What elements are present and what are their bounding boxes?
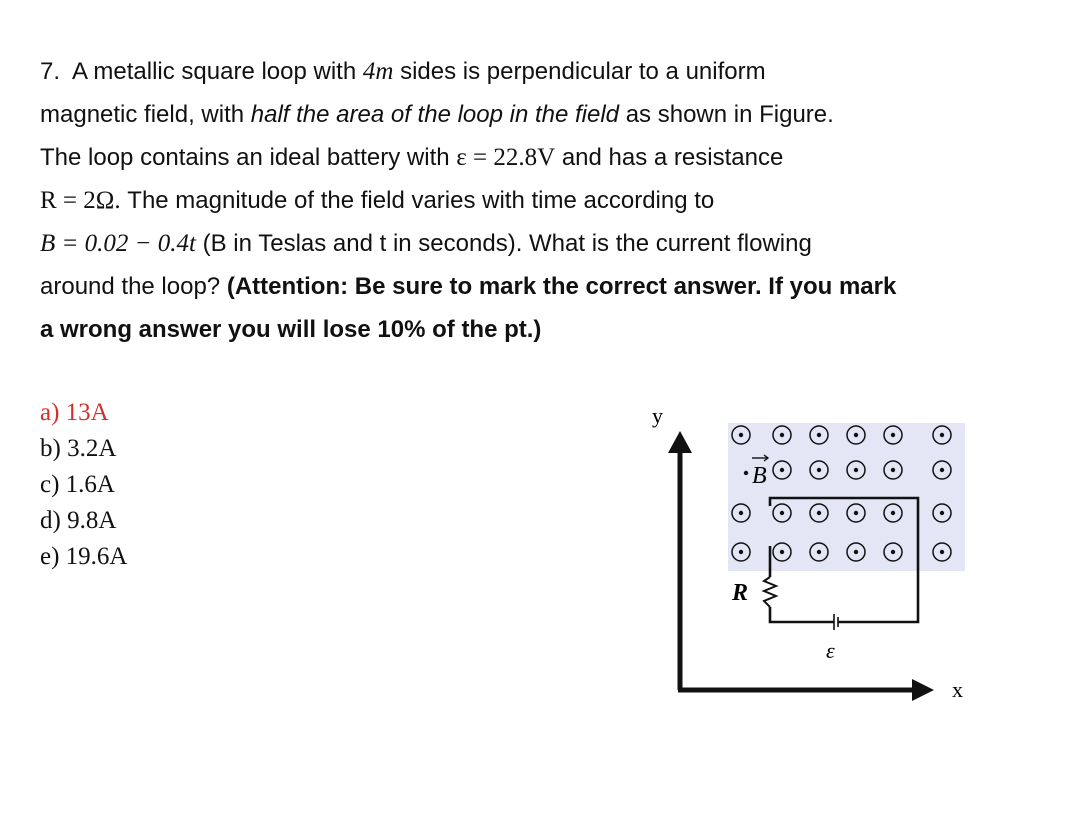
field-dot-center xyxy=(739,550,743,554)
field-dot-center xyxy=(817,433,821,437)
field-dot-center xyxy=(854,550,858,554)
field-dot-center xyxy=(780,511,784,515)
field-dot-center xyxy=(891,433,895,437)
resistor-label: R xyxy=(732,580,749,606)
field-dot-center xyxy=(780,550,784,554)
field-dot-center xyxy=(940,433,944,437)
y-axis-label: y xyxy=(652,403,663,428)
field-dot-center xyxy=(817,550,821,554)
question-line-2: magnetic field, with half the area of the loop in the field as shown in Figure. xyxy=(40,101,834,128)
field-dot-center xyxy=(891,511,895,515)
answer-choices xyxy=(40,395,127,575)
field-dot-center xyxy=(780,433,784,437)
circuit-diagram xyxy=(620,395,980,715)
question-line-1: 7. A metallic square loop with 4m sides is perpendicular to a uniform xyxy=(40,58,766,85)
x-axis-arrowhead xyxy=(912,679,934,701)
field-dot-center xyxy=(780,468,784,472)
emf-label: ε xyxy=(826,638,835,663)
question-line-6: around the loop? (Attention: Be sure to mark the correct answer. If you mark xyxy=(40,273,897,300)
circuit-figure xyxy=(620,395,980,715)
field-dot-center xyxy=(854,468,858,472)
question-line-7: a wrong answer you will lose 10% of the pt.) xyxy=(40,316,542,343)
question-text xyxy=(40,50,1040,351)
field-dot-center xyxy=(854,511,858,515)
field-dot-center xyxy=(940,511,944,515)
choice-d[interactable]: d) 9.8A xyxy=(40,507,117,534)
field-dot-center xyxy=(854,433,858,437)
field-dot-center xyxy=(891,468,895,472)
field-dot-center xyxy=(940,468,944,472)
x-axis-label: x xyxy=(952,677,963,702)
loop-wire-bottom xyxy=(770,607,834,622)
question-line-5: B = 0.02 − 0.4t (B in Teslas and t in seconds). What is the current flowing xyxy=(40,230,812,257)
field-dot-center xyxy=(817,511,821,515)
y-axis-arrowhead xyxy=(668,431,692,453)
field-dot-center xyxy=(739,433,743,437)
question-line-4: R = 2Ω. The magnitude of the field varies with time according to xyxy=(40,187,715,214)
field-dot-center xyxy=(891,550,895,554)
choice-e[interactable]: e) 19.6A xyxy=(40,543,128,570)
field-dot-center xyxy=(739,511,743,515)
question-line-3: The loop contains an ideal battery with ε = 22.8V and has a resistance xyxy=(40,144,784,171)
choice-b[interactable]: b) 3.2A xyxy=(40,435,117,462)
choice-c[interactable]: c) 1.6A xyxy=(40,471,115,498)
resistor xyxy=(764,577,776,607)
choice-a[interactable]: a) 13A xyxy=(40,399,109,426)
field-dot-small xyxy=(744,471,748,475)
field-dot-center xyxy=(817,468,821,472)
b-field-label: B xyxy=(752,463,767,489)
field-dot-center xyxy=(940,550,944,554)
